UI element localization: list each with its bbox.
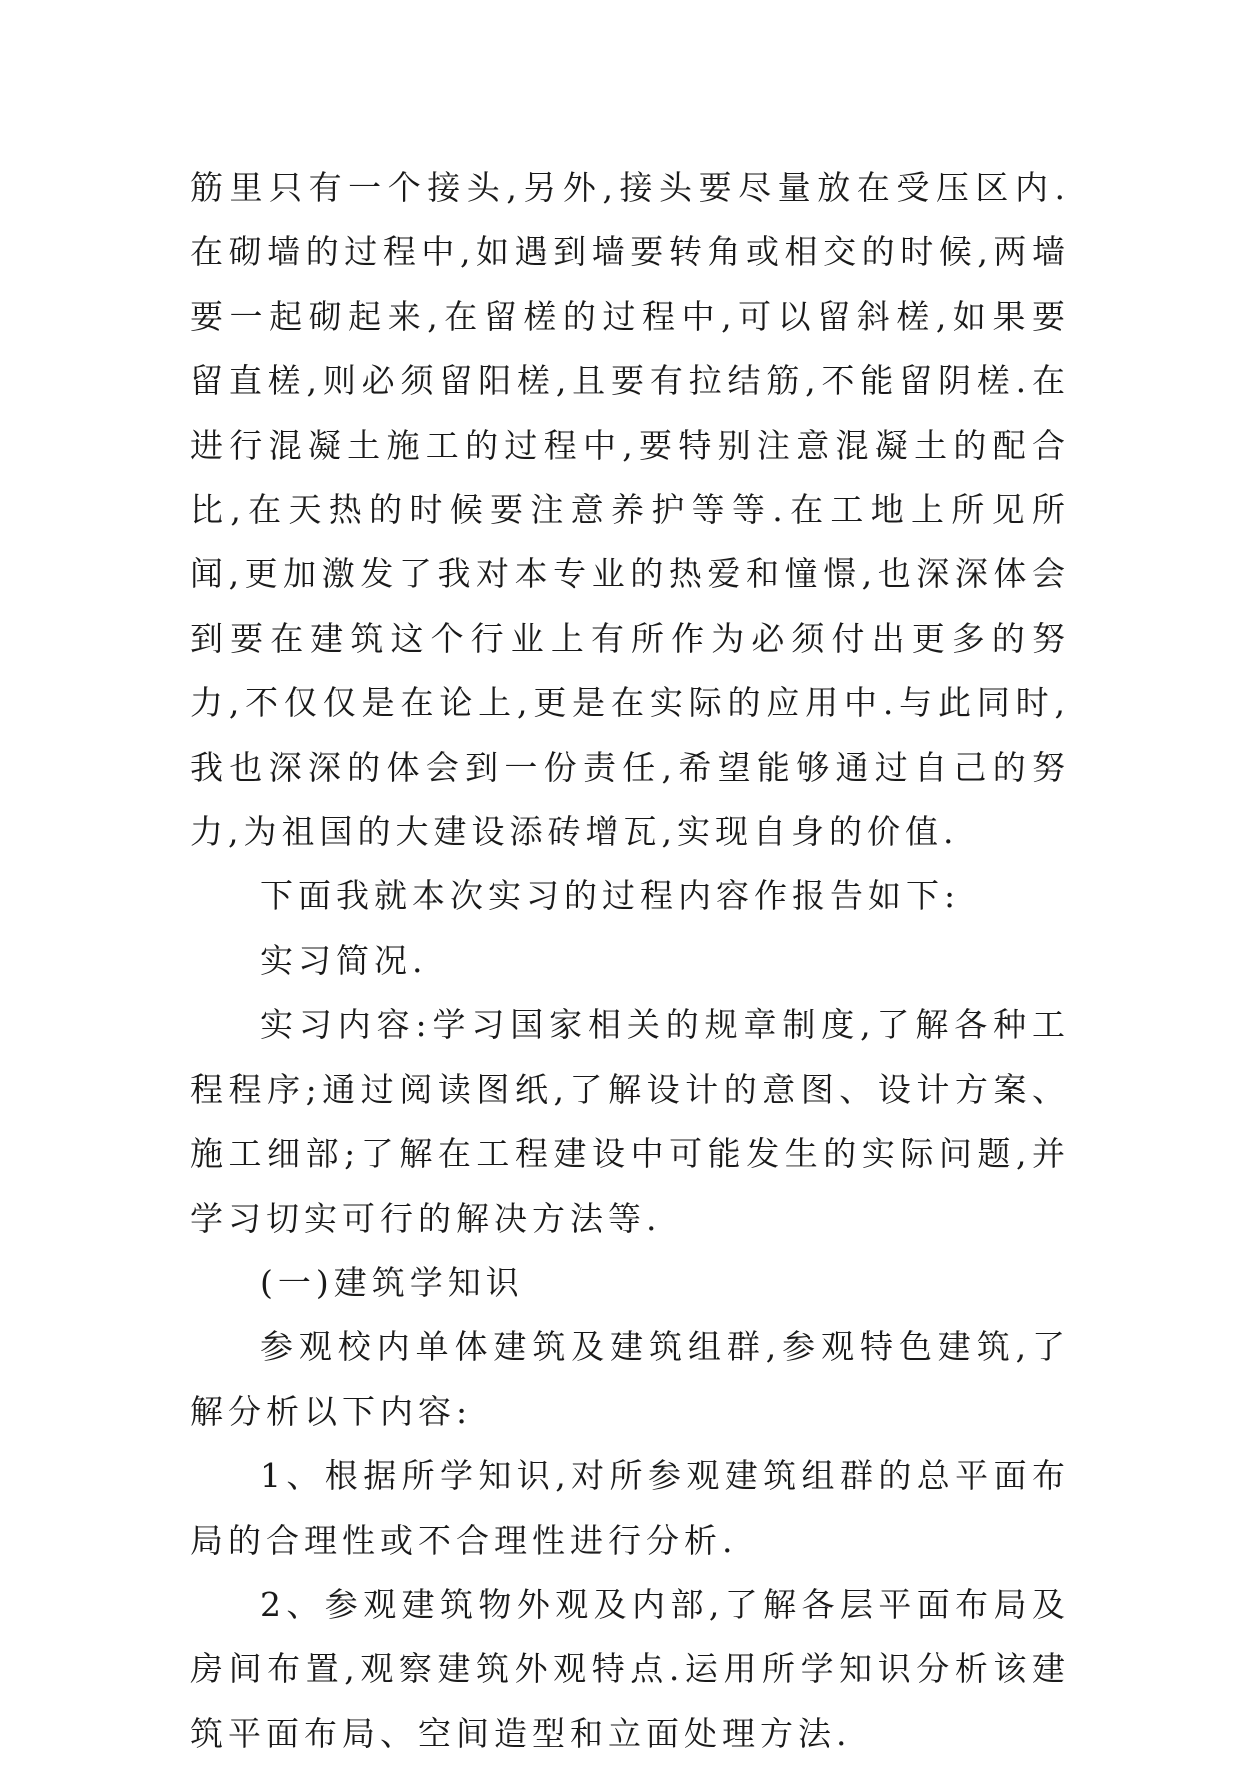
list-item-1: 1、根据所学知识,对所参观建筑组群的总平面布局的合理性或不合理性进行分析. xyxy=(190,1456,1070,1560)
paragraph-continuation: 筋里只有一个接头,另外,接头要尽量放在受压区内.在砌墙的过程中,如遇到墙要转角或相交的时候,两墙要一起砌起来,在留槎的过程中,可以留斜槎,如果要留直槎,则必须留阳槎,且要有拉结筋,不能留阴槎.在进行混凝土施工的过程中,要特别注意混凝土的配合比,在天热的时候要注意养护等等.在工地上所见所闻,更加激发了我对本专业的热爱和憧憬,也深深体会到要在建筑这个行业上有所作为必须付出更多的努力,不仅仅是在论上,更是在实际的应用中.与此同时,我也深深的体会到一份责任,希望能够通过自己的努力,为祖国的大建设添砖增瓦,实现自身的价值. xyxy=(190,168,1070,852)
list-item-2: 2、参观建筑物外观及内部,了解各层平面布局及房间布置,观察建筑外观特点.运用所学知识分析该建筑平面布局、空间造型和立面处理方法. xyxy=(190,1584,1070,1753)
document-body xyxy=(190,156,1070,1766)
paragraph-internship-content: 实习内容:学习国家相关的规章制度,了解各种工程程序;通过阅读图纸,了解设计的意图、设计方案、施工细部;了解在工程建设中可能发生的实际问题,并学习切实可行的解决方法等. xyxy=(190,1005,1070,1238)
paragraph-report-intro: 下面我就本次实习的过程内容作报告如下: xyxy=(260,876,961,916)
paragraph-internship-overview: 实习简况. xyxy=(260,940,428,980)
section-heading-architecture: (一)建筑学知识 xyxy=(260,1262,524,1302)
paragraph-visit-buildings: 参观校内单体建筑及建筑组群,参观特色建筑,了解分析以下内容: xyxy=(190,1327,1070,1431)
